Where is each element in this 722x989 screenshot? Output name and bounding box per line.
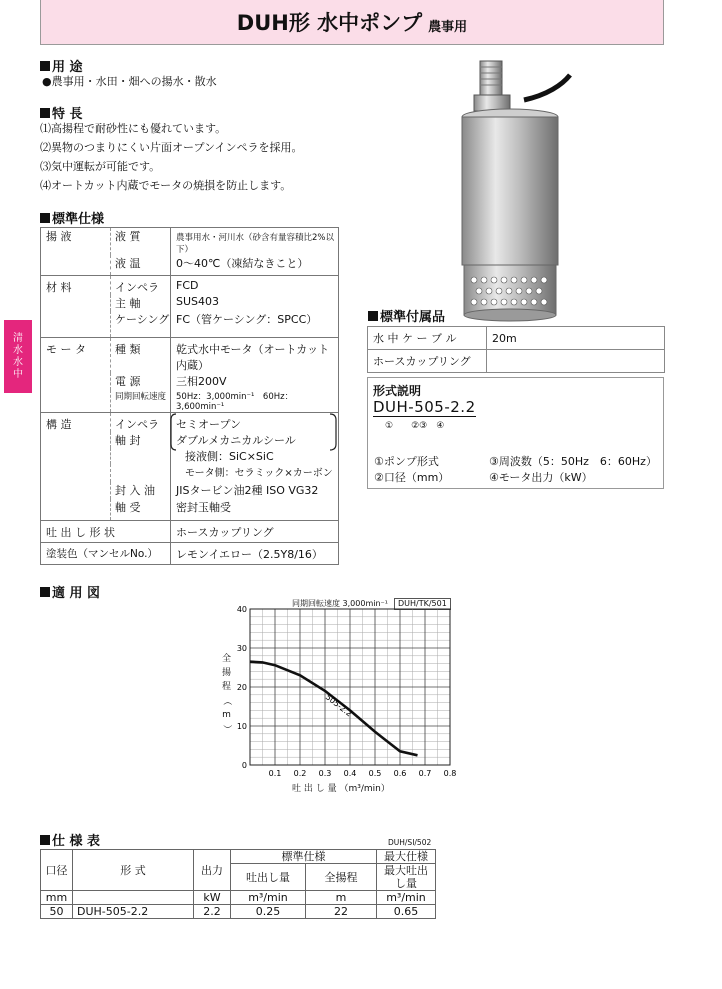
table-row	[41, 905, 436, 919]
pump-photo	[452, 55, 572, 325]
th-bore: 口径	[41, 850, 73, 891]
square-bullet-icon	[368, 311, 378, 321]
perf-table	[40, 849, 436, 919]
th-std-head: 全揚程	[306, 864, 377, 891]
cell-std-flow: 0.25	[231, 905, 306, 919]
spec-key: 液 質	[111, 228, 171, 256]
square-bullet-icon	[40, 108, 50, 118]
spec-value: 接液側：SiC×SiC	[185, 449, 274, 463]
y-tick-label: 40	[236, 605, 247, 614]
performance-chart	[215, 600, 475, 800]
title-bar	[40, 0, 664, 45]
cell-model: DUH-505-2.2	[73, 905, 194, 919]
model-desc-item: ②口径（mm）	[374, 471, 450, 484]
spec-value: FCD	[176, 278, 199, 292]
feature-item: ⑷オートカット内蔵でモータの焼損を防止します。	[40, 179, 292, 192]
unit-output: kW	[194, 891, 231, 905]
th-max: 最大仕様	[377, 850, 436, 864]
spec-value: 密封玉軸受	[176, 500, 231, 514]
th-output: 出力	[194, 850, 231, 891]
y-axis-label: 全 揚 程 （ m ）	[221, 654, 232, 734]
th-max-flow: 最大吐出し量	[377, 864, 436, 891]
spec-value: レモンイエロー（2.5Y8/16）	[176, 547, 323, 561]
spec-value: ホースカップリング	[176, 525, 274, 539]
unit-std-head: m	[306, 891, 377, 905]
model-code: DUH-505-2.2	[373, 398, 476, 416]
unit-std-flow: m³/min	[231, 891, 306, 905]
spec-value: 農事用水・河川水（砂含有量容積比2%以下）	[176, 233, 334, 255]
spec-key: 種 類	[111, 337, 171, 373]
spec-key: 封 入 油	[111, 482, 171, 499]
spec-value: SUS403	[176, 295, 220, 308]
spec-table	[40, 227, 339, 565]
spec-value: 0～40℃（凍結なきこと）	[176, 257, 309, 270]
spec-group-label: 揚 液	[41, 228, 111, 276]
x-tick-label: 0.1	[268, 769, 282, 778]
th-std-flow: 吐出し量	[231, 864, 306, 891]
spec-key: インペラ	[111, 412, 171, 432]
spec-heading: 標準仕様	[40, 208, 104, 227]
usage-text: ●農事用・水田・畑への揚水・散水	[42, 75, 217, 88]
perf-table-ref: DUH/SI/502	[388, 838, 432, 847]
square-bullet-icon	[40, 587, 50, 597]
square-bullet-icon	[40, 835, 50, 845]
category-side-tab	[4, 320, 32, 393]
model-desc-item: ③周波数（5：50Hz 6：60Hz）	[489, 455, 657, 468]
series-label: 505-2.2	[323, 692, 354, 719]
model-code-markers: ① ②③ ④	[385, 421, 445, 431]
speed-note: 同期回転速度 3,000min⁻¹	[292, 599, 388, 608]
spec-value: 三相200V	[176, 374, 227, 388]
cell-std-head: 22	[306, 905, 377, 919]
th-model: 形 式	[73, 850, 194, 891]
cell-max-flow: 0.65	[377, 905, 436, 919]
spec-value: FC（管ケーシング：SPCC）	[176, 313, 318, 326]
x-tick-label: 0.6	[393, 769, 407, 778]
usage-heading: 用 途	[40, 56, 83, 75]
perf-table-heading: 仕 様 表	[40, 830, 100, 849]
x-tick-label: 0.7	[418, 769, 432, 778]
th-standard: 標準仕様	[231, 850, 377, 864]
features-heading: 特 長	[40, 103, 83, 122]
model-description-box	[367, 377, 664, 489]
x-tick-label: 0.2	[293, 769, 307, 778]
feature-item: ⑴高揚程で耐砂性にも優れています。	[40, 122, 227, 135]
page-subtitle: 農事用	[428, 19, 468, 35]
accessory-name: ホースカップリング	[368, 350, 487, 373]
x-tick-label: 0.4	[343, 769, 357, 778]
y-tick-label: 10	[236, 722, 247, 731]
cell-bore: 50	[41, 905, 73, 919]
square-bullet-icon	[40, 61, 50, 71]
spec-key: 主 軸	[111, 295, 171, 311]
spec-group-label: 吐 出 し 形 状	[41, 521, 171, 543]
features-list	[40, 119, 302, 195]
spec-value: ダブルメカニカルシール	[176, 433, 296, 447]
page-title: DUH形 水中ポンプ	[236, 11, 423, 35]
unit-bore: mm	[41, 891, 73, 905]
spec-group-label: 構 造	[41, 412, 111, 521]
model-desc-heading: 形式説明	[373, 384, 422, 398]
spec-value: JISタービン油2種 ISO VG32	[176, 483, 319, 497]
spec-group-label: モ ー タ	[41, 337, 111, 412]
spec-group-label: 材 料	[41, 275, 111, 337]
x-tick-label: 0.8	[443, 769, 457, 778]
unit-max-flow: m³/min	[377, 891, 436, 905]
spec-value: 乾式水中モータ（オートカット内蔵）	[176, 342, 330, 372]
spec-value: セミオープン	[176, 417, 242, 431]
feature-item: ⑶気中運転が可能です。	[40, 160, 161, 173]
spec-key: 電 源	[111, 373, 171, 390]
y-tick-label: 30	[236, 644, 247, 653]
bracket-icon	[170, 412, 340, 452]
accessories-heading: 標準付属品	[368, 306, 445, 325]
cell-output: 2.2	[194, 905, 231, 919]
chart-heading: 適 用 図	[40, 582, 100, 601]
square-bullet-icon	[40, 213, 50, 223]
model-desc-item: ①ポンプ形式	[374, 455, 439, 468]
x-axis-label: 吐 出 し 量 （m³/min）	[292, 784, 390, 794]
x-tick-label: 0.5	[368, 769, 382, 778]
spec-key: 同期回転速度	[111, 390, 171, 413]
accessory-name: 水 中 ケ ー ブ ル	[368, 327, 487, 350]
spec-key: 軸 封	[111, 432, 171, 448]
x-tick-label: 0.3	[318, 769, 332, 778]
model-desc-item: ④モータ出力（kW）	[489, 471, 593, 484]
spec-key: 軸 受	[111, 499, 171, 521]
spec-key: 液 温	[111, 255, 171, 275]
spec-value: 50Hz：3,000min⁻¹ 60Hz：3,600min⁻¹	[176, 391, 294, 412]
feature-item: ⑵異物のつまりにくい片面オープンインペラを採用。	[40, 141, 303, 154]
side-tab-char: 中	[13, 368, 23, 380]
y-tick-label: 20	[236, 683, 247, 692]
chart-ref: DUH/TK/501	[394, 598, 451, 610]
accessories-table	[367, 326, 665, 373]
side-tab-char: 水	[13, 344, 23, 356]
side-tab-char: 清	[13, 332, 23, 344]
spec-group-label: 塗装色（マンセルNo.）	[41, 543, 171, 565]
spec-value: モータ側：セラミック×カーボン	[185, 467, 333, 479]
accessory-value	[487, 350, 665, 373]
spec-key: ケーシング	[111, 311, 171, 337]
y-tick-label: 0	[241, 761, 247, 770]
spec-key: インペラ	[111, 275, 171, 295]
side-tab-char: 水	[13, 356, 23, 368]
accessory-value: 20m	[487, 327, 665, 350]
